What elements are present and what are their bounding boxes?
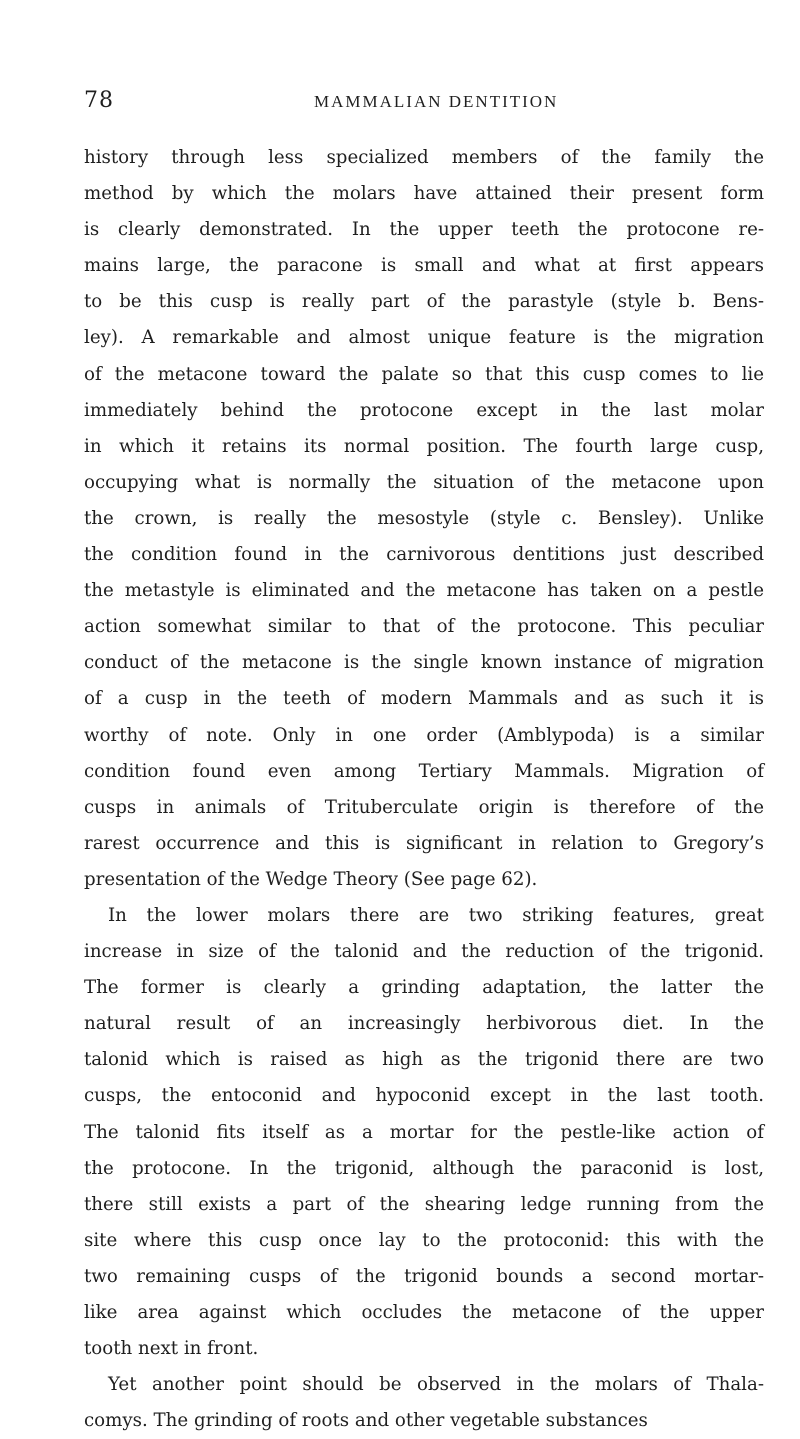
text-line: in which it retains its normal position. The fourth large cusp, [84, 435, 764, 457]
text-line: Yet another point should be observed in the molars of Thala- [108, 1374, 764, 1396]
text-line: In the lower molars there are two striking features, great [108, 904, 764, 926]
text-line: tooth next in front. [84, 1338, 259, 1360]
text-line: history through less specialized members of the family the [84, 147, 764, 168]
running-head: MAMMALIAN DENTITION [314, 92, 559, 111]
text-line: the metastyle is eliminated and the metacone has taken on a pestle [84, 580, 764, 602]
text-line: talonid which is raised as high as the trigonid there are two [84, 1049, 764, 1071]
text-line: two remaining cusps of the trigonid bounds a second mortar- [84, 1265, 764, 1287]
text-line: action somewhat similar to that of the protocone. This peculiar [84, 616, 764, 638]
paragraph [84, 898, 764, 1367]
text-line: site where this cusp once lay to the protoconid: this with the [84, 1229, 764, 1251]
text-line: comys. The grinding of roots and other vegetable substances [84, 1410, 648, 1432]
text-line: the crown, is really the mesostyle (style c. Bensley). Unlike [84, 507, 764, 529]
text-line: the protocone. In the trigonid, although the paraconid is lost, [84, 1157, 764, 1179]
text-line: conduct of the metacone is the single known instance of migration [84, 652, 764, 674]
text-line: condition found even among Tertiary Mammals. Migration of [84, 760, 764, 782]
text-line: rarest occurrence and this is significant in relation to Gregory’s [84, 832, 764, 854]
text-line: The former is clearly a grinding adaptation, the latter the [84, 977, 764, 999]
text-line: ley). A remarkable and almost unique feature is the migration [84, 327, 764, 349]
text-line: the condition found in the carnivorous dentitions just described [84, 544, 764, 566]
paragraph [84, 1367, 764, 1439]
text-line: like area against which occludes the metacone of the upper [84, 1302, 764, 1323]
text-line: natural result of an increasingly herbivorous diet. In the [84, 1013, 764, 1035]
text-line: mains large, the paracone is small and what at first appears [84, 255, 764, 277]
text-line: The talonid fits itself as a mortar for the pestle-like action of [84, 1121, 764, 1143]
text-line: immediately behind the protocone except in the last molar [84, 399, 764, 421]
text-line: presentation of the Wedge Theory (See page 62). [84, 868, 538, 890]
text-line: is clearly demonstrated. In the upper teeth the protocone re- [84, 219, 764, 241]
text-line: to be this cusp is really part of the parastyle (style b. Bens- [84, 291, 764, 313]
page-number: 78 [84, 88, 114, 113]
text-line: cusps in animals of Trituberculate origin is therefore of the [84, 796, 764, 818]
text-line: of the metacone toward the palate so that this cusp comes to lie [84, 363, 764, 385]
text-line: increase in size of the talonid and the reduction of the trigonid. [84, 941, 764, 963]
text-line: method by which the molars have attained their present form [84, 183, 764, 205]
text-line: occupying what is normally the situation of the metacone upon [84, 471, 764, 493]
body-text [84, 140, 764, 1439]
text-line: worthy of note. Only in one order (Amblypoda) is a similar [84, 724, 764, 746]
text-line: of a cusp in the teeth of modern Mammals and as such it is [84, 688, 764, 710]
page-header [84, 88, 764, 118]
paragraph [84, 140, 764, 898]
text-line: there still exists a part of the shearing ledge running from the [84, 1193, 764, 1215]
text-line: cusps, the entoconid and hypoconid except in the last tooth. [84, 1085, 764, 1107]
